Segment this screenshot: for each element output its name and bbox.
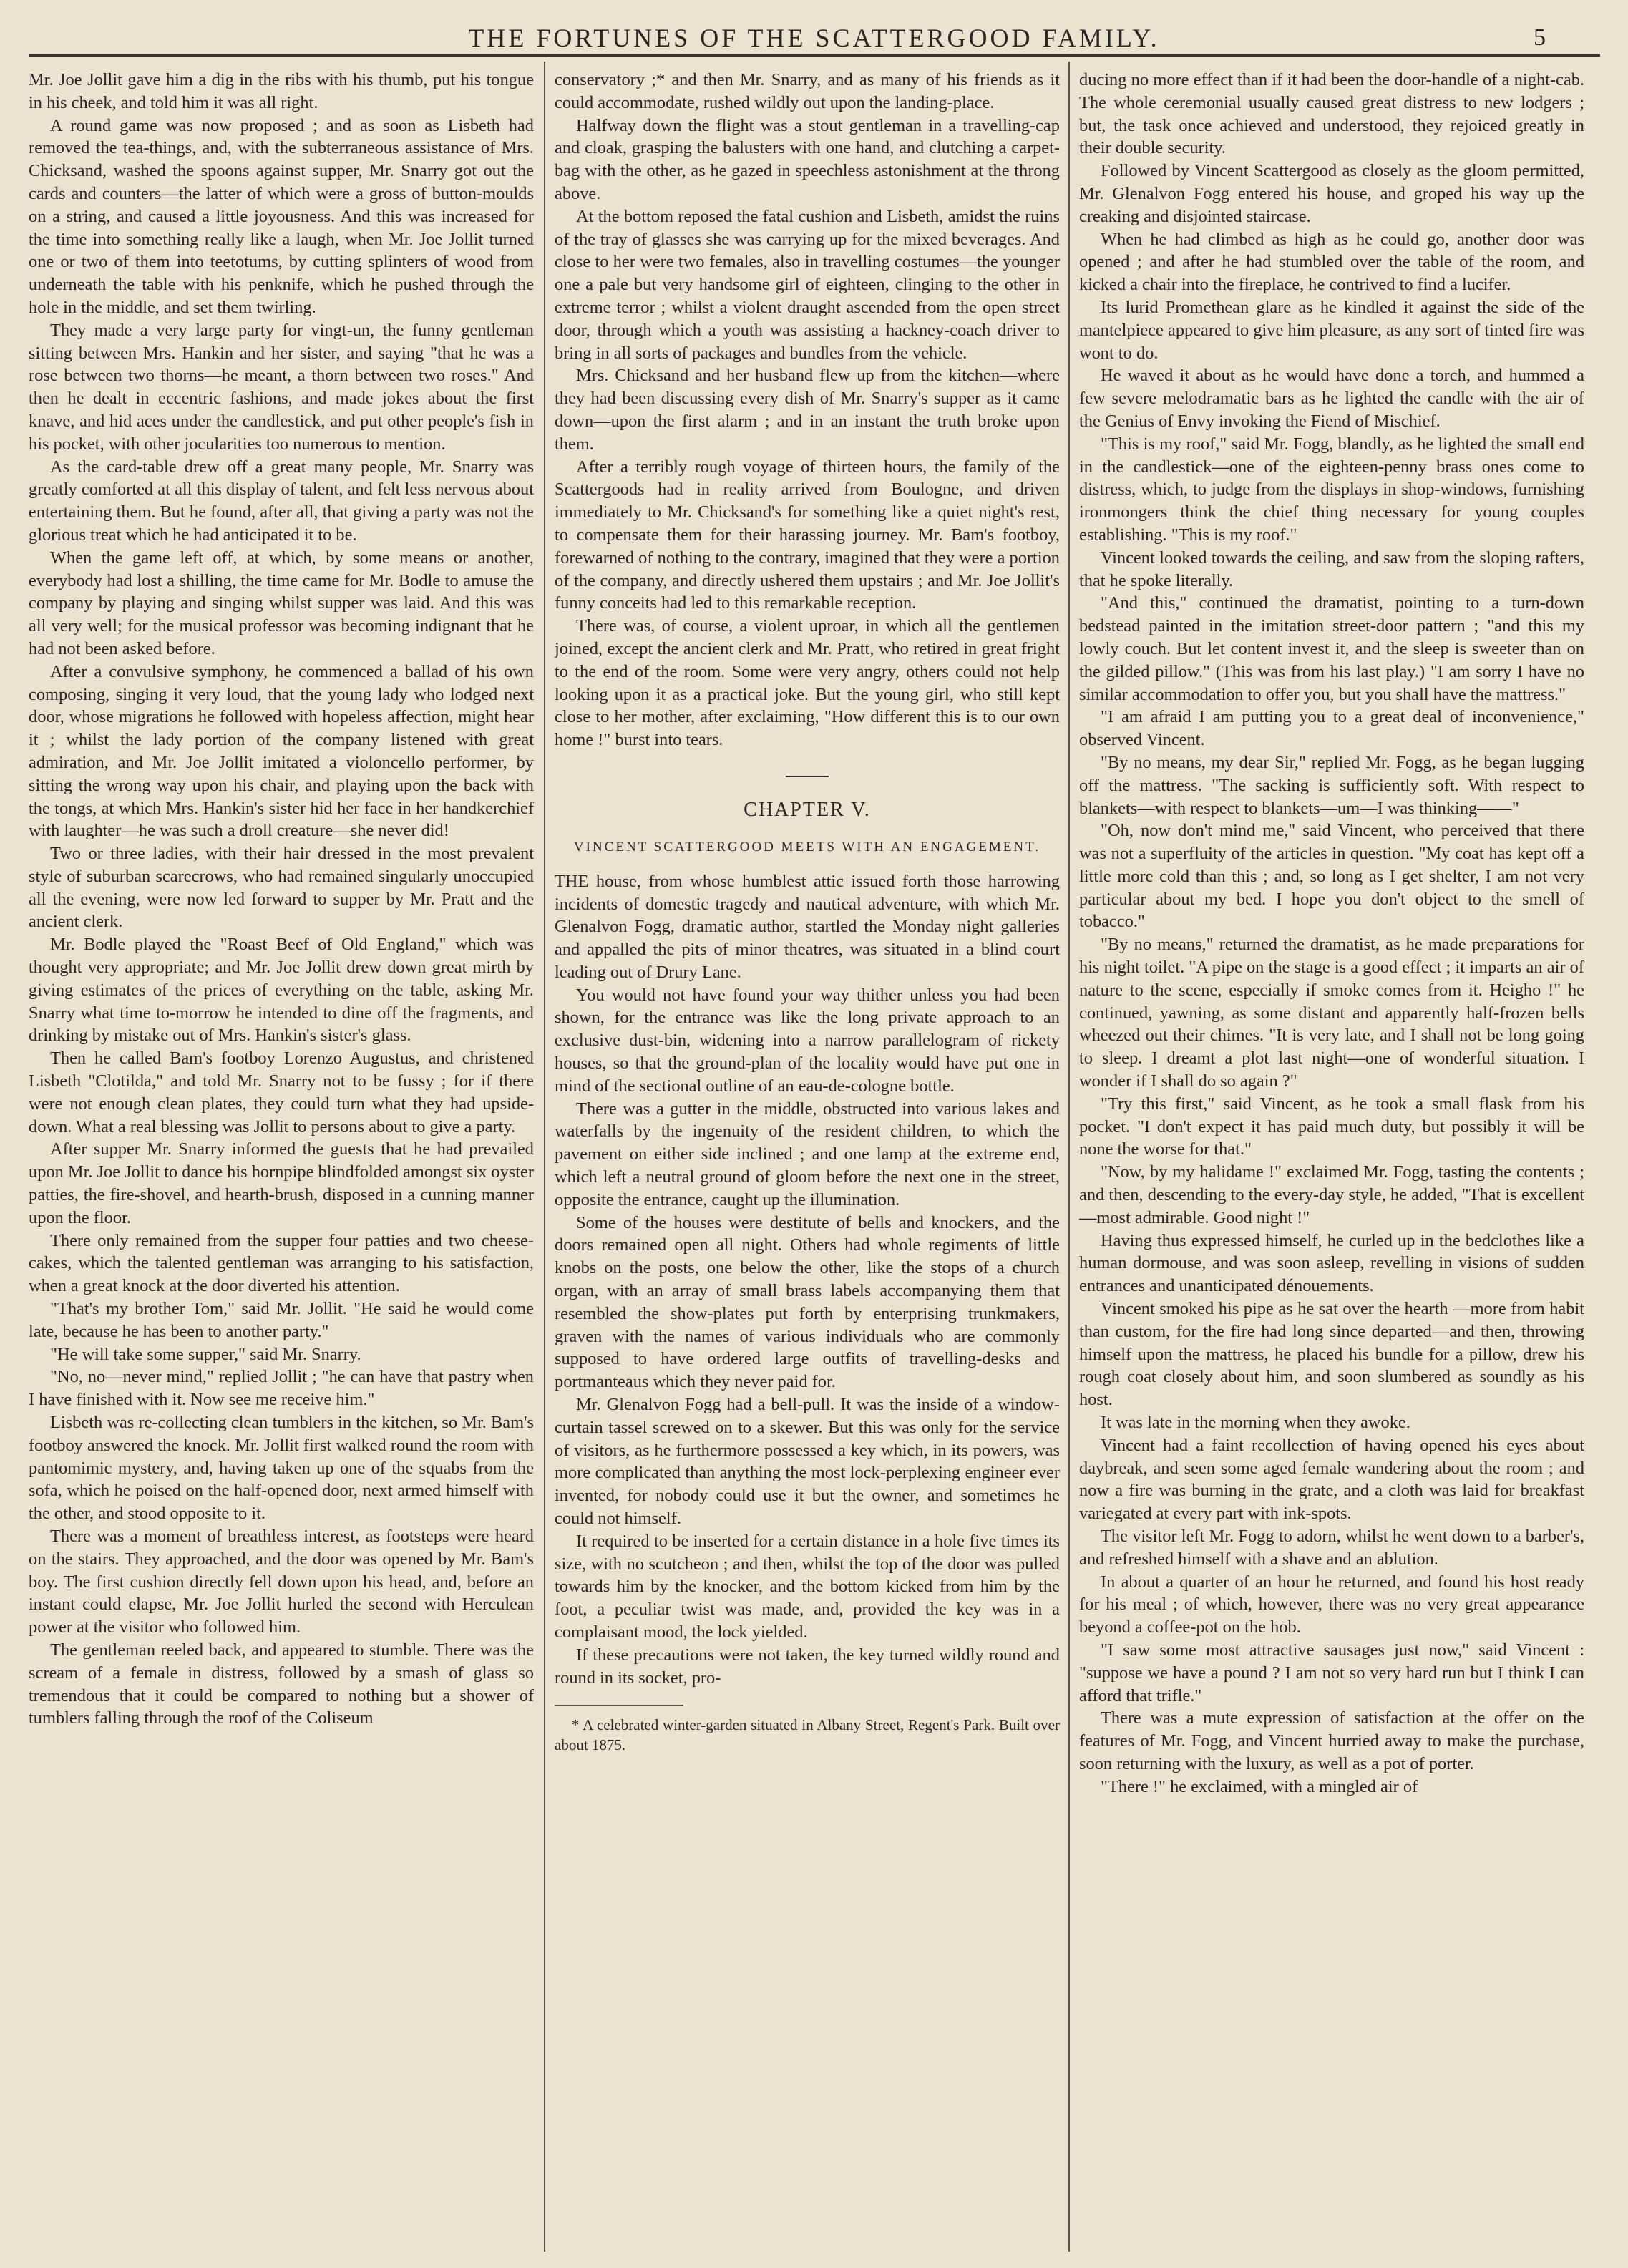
paragraph: Mr. Bodle played the "Roast Beef of Old England," which was thought very appropriate; and Mr. Joe Jollit drew down great mirth by giving estimates of the prices of everything on the table, asking Mr. Snarry what time to-morrow he intended to dine off the fragments, and drinking by mistake out of Mrs. Hankin's sister's glass. — [29, 935, 534, 1046]
paragraph: There was a moment of breathless interest, as footsteps were heard on the stairs. They approached, and the door was opened by Mr. Bam's boy. The first cushion directly fell down upon his head, and, before an instant could elapse, Mr. Joe Jollit hurled the second with Herculean power at the visitor who followed him. — [29, 1527, 534, 1637]
header-rule — [29, 54, 1600, 57]
paragraph: "And this," continued the dramatist, pointing to a turn-down bedstead painted in the imitation street-door pattern ; "and this my lowly couch. But let content invest it, and the sleep is sweeter than on the gilded pillow." (This was from his last play.) "I am sorry I have no similar accommodation to offer you, but you shall have the mattress." — [1079, 593, 1584, 704]
paragraph: Mr. Glenalvon Fogg had a bell-pull. It was the inside of a window-curtain tassel screwed on to a skewer. But this was only for the service of visitors, as he furthermore possessed a key which, in its powers, was more complicated than anything the most lock-perplexing engineer ever invented, for nobody could use it but the owner, and sometimes he could not himself. — [555, 1395, 1060, 1529]
paragraph: There was a gutter in the middle, obstructed into various lakes and waterfalls by the ingenuity of the resident children, to which the pavement on either side inclined ; and one lamp at the extreme end, which left a neutral ground of gloom before the next one in the street, opposite the entrance, caught up the illumination. — [555, 1099, 1060, 1210]
paragraph: Then he called Bam's footboy Lorenzo Augustus, and christened Lisbeth "Clotilda," and told Mr. Snarry not to be fussy ; for if there were not enough clean plates, they could turn what they had upside-down. What a real blessing was Jollit to persons about to give a party. — [29, 1048, 534, 1137]
paragraph: He waved it about as he would have done a torch, and hummed a few severe melodramatic bars as he lighted the candle with the air of the Genius of Envy invoking the Fiend of Mischief. — [1079, 366, 1584, 431]
paragraph: They made a very large party for vingt-un, the funny gentleman sitting between Mrs. Hankin and her sister, and saying "that he was a rose between two thorns—he meant, a thorn between two roses." And then he dealt in eccentric fashions, and made jokes about the first knave, and hid aces under the candlestick, and put other people's fish in his pocket, with other jocularities too numerous to mention. — [29, 320, 534, 454]
footnote-rule — [555, 1705, 683, 1706]
paragraph: There only remained from the supper four patties and two cheese-cakes, which the talented gentleman was arranging to his satisfaction, when a great knock at the door diverted his attention. — [29, 1230, 534, 1296]
paragraph: Mr. Joe Jollit gave him a dig in the ribs with his thumb, put his tongue in his cheek, and told him it was all right. — [29, 70, 534, 112]
paragraph: "By no means," returned the dramatist, as he made preparations for his night toilet. "A pipe on the stage is a good effect ; it imparts an air of nature to the scene, especially if smoke comes from it. Heigho !" he continued, yawning, as some distant and apparently half-frozen bells wheezed out their chimes. "It is very late, and I shall not be long going to sleep. I dreamt a plot last night—one of wonderful situation. I wonder if I shall do so again ?" — [1079, 935, 1584, 1091]
running-title: THE FORTUNES OF THE SCATTERGOOD FAMILY. — [468, 24, 1160, 52]
paragraph: There was, of course, a violent uproar, in which all the gentlemen joined, except the ancient clerk and Mr. Pratt, who retired in great fright to the end of the room. Some were very angry, others could not help looking upon it as a practical joke. But the young girl, who still kept close to her mother, after exclaiming, "How different this is to our own home !" burst into tears. — [555, 616, 1060, 750]
paragraph: There was a mute expression of satisfaction at the offer on the features of Mr. Fogg, and Vincent hurried away to make the purchase, soon returning with the luxury, as well as a pot of porter. — [1079, 1708, 1584, 1773]
paragraph: ducing no more effect than if it had been the door-handle of a night-cab. The whole ceremonial usually caused great distress to new lodgers ; but, the task once achieved and understood, they rejoiced greatly in their double security. — [1079, 70, 1584, 158]
paragraph: "No, no—never mind," replied Jollit ; "he can have that pastry when I have finished with it. Now see me receive him." — [29, 1367, 534, 1410]
column-2-bottom — [555, 870, 1060, 1690]
page-header — [0, 0, 1628, 59]
paragraph: At the bottom reposed the fatal cushion and Lisbeth, amidst the ruins of the tray of glasses she was carrying up for the mixed beverages. And close to her were two females, also in travelling costumes—the younger one a pale but very handsome girl of eighteen, clinging to the other in extreme terror ; whilst a violent draught ascended from the open street door, through which a youth was assisting a hackney-coach driver to bring in all sorts of packages and bundles from the vehicle. — [555, 206, 1060, 363]
column-divider — [1068, 62, 1070, 2252]
page-number: 5 — [1534, 24, 1546, 51]
chapter-subtitle: VINCENT SCATTERGOOD MEETS WITH AN ENGAGEMENT. — [573, 839, 1041, 855]
paragraph: The visitor left Mr. Fogg to adorn, whilst he went down to a barber's, and refreshed himself with a shave and an ablution. — [1079, 1527, 1584, 1569]
paragraph: When the game left off, at which, by some means or another, everybody had lost a shilling, the time came for Mr. Bodle to amuse the company by playing and singing whilst supper was laid. And this was all very well; for the musical professor was becoming indignant that he had not been asked before. — [29, 547, 534, 658]
column-1 — [29, 69, 534, 2248]
paragraph: Lisbeth was re-collecting clean tumblers in the kitchen, so Mr. Bam's footboy answered the knock. Mr. Jollit first walked round the room with pantomimic mystery, and, having taken up one of the squabs from the sofa, which he poised on the half-opened door, next armed himself with the other, and stood opposite to it. — [29, 1413, 534, 1524]
paragraph: "That's my brother Tom," said Mr. Jollit. "He said he would come late, because he has been to another party." — [29, 1299, 534, 1341]
paragraph: Followed by Vincent Scattergood as closely as the gloom permitted, Mr. Glenalvon Fogg entered his house, and groped his way up the creaking and disjointed staircase. — [1079, 161, 1584, 226]
paragraph: Vincent looked towards the ceiling, and saw from the sloping rafters, that he spoke literally. — [1079, 547, 1584, 590]
section-divider — [786, 776, 829, 777]
paragraph: After supper Mr. Snarry informed the guests that he had prevailed upon Mr. Joe Jollit to dance his hornpipe blindfolded amongst six oyster patties, the fire-shovel, and hearth-brush, disposed in a cunning manner upon the floor. — [29, 1139, 534, 1227]
paragraph: Vincent had a faint recollection of having opened his eyes about daybreak, and seen some aged female wandering about the room ; and now a fire was burning in the grate, and a cloth was laid for breakfast variegated at every part with ink-spots. — [1079, 1435, 1584, 1524]
paragraph: "He will take some supper," said Mr. Snarry. — [50, 1344, 361, 1364]
paragraph: Some of the houses were destitute of bells and knockers, and the doors remained open all night. Others had whole regiments of little knobs on the posts, one below the other, like the stops of a church organ, with an array of small brass labels accompanying them that resembled the show-plates put forth by enterprising trunkmakers, graven with the names of various individuals who are commonly supposed to have ordered large outfits of travelling-desks and portmanteaus which they never paid for. — [555, 1212, 1060, 1392]
paragraph: Mrs. Chicksand and her husband flew up from the kitchen—where they had been discussing every dish of Mr. Snarry's supper as it came down—upon the first alarm ; and in an instant the truth broke upon them. — [555, 366, 1060, 454]
paragraph: Having thus expressed himself, he curled up in the bedclothes like a human dormouse, and was soon asleep, revelling in visions of sudden entrances and unanticipated dénouements. — [1079, 1230, 1584, 1296]
paragraph: "Now, by my halidame !" exclaimed Mr. Fogg, tasting the contents ; and then, descending to the every-day style, he added, "That is excellent—most admirable. Good night !" — [1079, 1162, 1584, 1227]
column-3 — [1079, 69, 1584, 2248]
paragraph: conservatory ;* and then Mr. Snarry, and as many of his friends as it could accommodate, rushed wildly out upon the landing-place. — [555, 70, 1060, 112]
column-2 — [555, 69, 1060, 2248]
paragraph: Its lurid Promethean glare as he kindled it against the side of the mantelpiece appeared to give him pleasure, as any sort of tinted fire was wont to do. — [1079, 297, 1584, 363]
paragraph: A round game was now proposed ; and as soon as Lisbeth had removed the tea-things, and, with the subterraneous assistance of Mrs. Chicksand, washed the spoons against supper, Mr. Snarry got out the cards and counters—the latter of which were a gross of button-moulds on a string, and caused a little joyousness. And this was increased for the time into something really like a laugh, when Mr. Joe Jollit turned one or two of them into teetotums, by cutting splinters of wood from underneath the table with his penknife, which he pushed through the hole in the middle, and set them twirling. — [29, 115, 534, 317]
paragraph: When he had climbed as high as he could go, another door was opened ; and after he had stumbled over the table of the room, and kicked a chair into the fireplace, he contrived to find a lucifer. — [1079, 229, 1584, 295]
paragraph: It required to be inserted for a certain distance in a hole five times its size, with no scutcheon ; and then, whilst the top of the door was pulled towards him by the knocker, and the bottom kicked from him by the foot, a peculiar twist was made, and, provided the key was in a complaisant mood, the lock yielded. — [555, 1531, 1060, 1642]
column-2-top — [555, 69, 1060, 751]
paragraph: Two or three ladies, with their hair dressed in the most prevalent style of suburban scarecrows, who had remained singularly unoccupied all the evening, were now led forward to supper by Mr. Pratt and the ancient clerk. — [29, 844, 534, 932]
paragraph: "Try this first," said Vincent, as he took a small flask from his pocket. "I don't expect it has paid much duty, but possibly it will be none the worse for that." — [1079, 1094, 1584, 1159]
paragraph: "This is my roof," said Mr. Fogg, blandly, as he lighted the small end in the candlestick—one of the eighteen-penny brass ones come to distress, which, to judge from the displays in shop-windows, furnishing ironmongers think the chief thing necessary for young couples establishing. "This is my roof." — [1079, 434, 1584, 545]
paragraph: As the card-table drew off a great many people, Mr. Snarry was greatly comforted at all this display of talent, and felt less nervous about entertaining them. But he found, after all, that giving a party was not the glorious treat which he had anticipated it to be. — [29, 457, 534, 545]
paragraph: "I saw some most attractive sausages just now," said Vincent : "suppose we have a pound ? I am not so very hard run but I think I can afford that trifle." — [1079, 1640, 1584, 1705]
chapter-title: CHAPTER V. — [744, 798, 871, 821]
paragraph: "There !" he exclaimed, with a mingled air of — [1101, 1776, 1418, 1796]
column-divider — [544, 62, 545, 2252]
paragraph: THE house, from whose humblest attic issued forth those harrowing incidents of domestic tragedy and nautical adventure, with which Mr. Glenalvon Fogg, dramatic author, startled the Monday night galleries and appalled the pits of minor theatres, was situated in a blind court leading out of Drury Lane. — [555, 871, 1060, 982]
paragraph: Halfway down the flight was a stout gentleman in a travelling-cap and cloak, grasping the balusters with one hand, and clutching a carpet-bag with the other, as he gazed in speechless astonishment at the throng above. — [555, 115, 1060, 203]
paragraph: If these precautions were not taken, the key turned wildly round and round in its socket, pro- — [555, 1645, 1060, 1688]
paragraph: "Oh, now don't mind me," said Vincent, who perceived that there was not a superfluity of the articles in question. "My coat has kept off a little more cold than this ; and, so long as I get shelter, I am not very particular about my bed. I hope you don't object to the smell of tobacco." — [1079, 821, 1584, 932]
paragraph: You would not have found your way thither unless you had been shown, for the entrance was like the long private approach to an exclusive dust-bin, widening into a narrow parallelogram of rickety houses, so that the ground-plan of the locality would have put one in mind of the sectional outline of an eau-de-cologne bottle. — [555, 985, 1060, 1096]
footnote: * A celebrated winter-garden situated in Albany Street, Regent's Park. Built over about 1875. — [555, 1716, 1060, 1754]
paragraph: "I am afraid I am putting you to a great deal of inconvenience," observed Vincent. — [1079, 707, 1584, 750]
paragraph: In about a quarter of an hour he returned, and found his host ready for his meal ; of which, however, there was no very great appearance beyond a coffee-pot on the hob. — [1079, 1572, 1584, 1637]
paragraph: Vincent smoked his pipe as he sat over the hearth —more from habit than custom, for the fire had long since departed—and then, throwing himself upon the mattress, he placed his bundle for a pillow, drew his rough coat closely about him, and soon slumbered as soundly as his host. — [1079, 1299, 1584, 1410]
paragraph: It was late in the morning when they awoke. — [1101, 1413, 1410, 1433]
paragraph: "By no means, my dear Sir," replied Mr. Fogg, as he began lugging off the mattress. "The sacking is sufficiently soft. With respect to blankets—with respect to blankets—um—I was thinking——" — [1079, 752, 1584, 818]
paragraph: After a terribly rough voyage of thirteen hours, the family of the Scattergoods had in reality arrived from Boulogne, and driven immediately to Mr. Chicksand's for something like a quiet night's rest, to compensate them for their harassing journey. Mr. Bam's footboy, forewarned of nothing to the contrary, imagined that they were a portion of the company, and directly ushered them upstairs ; and Mr. Joe Jollit's funny conceits had led to this remarkable reception. — [555, 457, 1060, 613]
paragraph: After a convulsive symphony, he commenced a ballad of his own composing, singing it very loud, that the young lady who lodged next door, whose migrations he followed with hopeless affection, might hear it ; whilst the lady portion of the company listened with great admiration, and Mr. Joe Jollit imitated a violoncello performer, by sitting the wrong way upon his chair, and playing upon the back with the tongs, at which Mrs. Hankin's sister hid her face in her handkerchief with laughter—he was such a droll creature—she never did! — [29, 661, 534, 841]
paragraph: The gentleman reeled back, and appeared to stumble. There was the scream of a female in distress, followed by a smash of glass so tremendous that it could be compared to nothing but a shower of tumblers falling through the roof of the Coliseum — [29, 1640, 534, 1728]
